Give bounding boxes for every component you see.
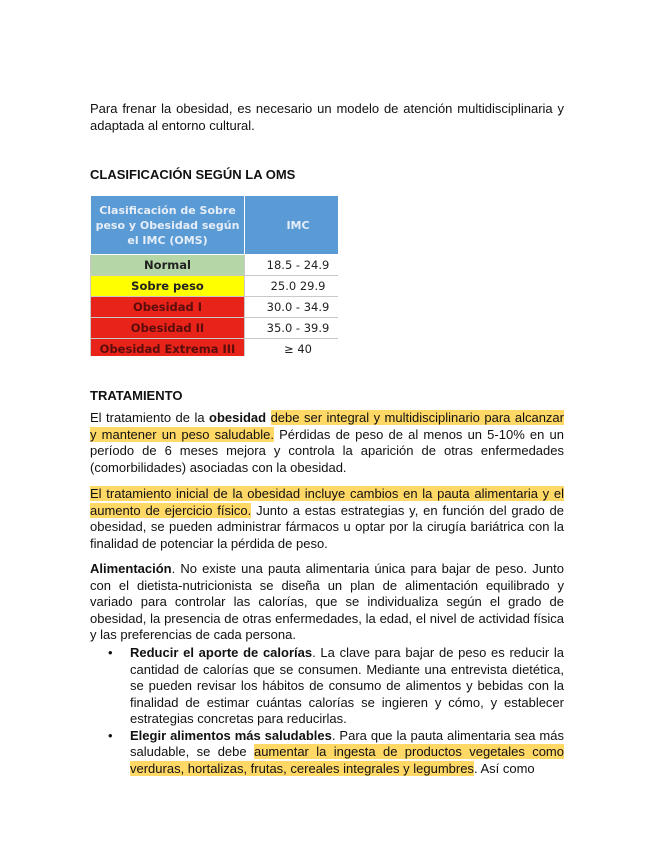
classification-heading: CLASIFICACIÓN SEGÚN LA OMS [90, 167, 296, 182]
p3-text: . No existe una pauta alimentaria única para bajar de peso. Junto con el dietista-nutricionista se diseña un plan de alimentación equilibrado y variado para controlar las calorías, que se individualiza según el grado de obesidad, la presencia de otras enfermedades, la edad, el nivel de actividad física y las preferencias de cada persona. [90, 561, 564, 642]
nutrition-paragraph [90, 561, 564, 644]
row-imc: 18.5 - 24.9 [245, 255, 339, 276]
row-classification: Obesidad Extrema III [91, 339, 245, 357]
table-row [91, 276, 339, 297]
bullet-1-text: . La clave para bajar de peso es reducir la cantidad de calorías que se consumen. Mediante una entrevista dietética, se pueden revisar los hábitos de consumo de alimentos y bebidas con la finalidad de estimar cuántas calorías se ingieren y cómo, y establecer estrategias concretas para reducirlas. [130, 645, 565, 726]
bullet-2-highlight: aumentar la ingesta de productos vegetales como verduras, hortalizas, frutas, cereales integrales y legumbres [130, 744, 564, 776]
bullet-1-bold: Reducir el aporte de calorías [130, 645, 313, 660]
p1-text-a: El tratamiento de la [90, 410, 210, 425]
bullet-icon: • [108, 645, 113, 660]
row-classification: Sobre peso [91, 276, 245, 297]
treatment-paragraph-2 [90, 486, 564, 552]
table-row [91, 318, 339, 339]
row-classification: Obesidad II [91, 318, 245, 339]
row-imc: 25.0 29.9 [245, 276, 339, 297]
oms-classification-table [90, 195, 338, 356]
bullet-2-text-post: . Así como [473, 760, 535, 776]
row-imc: ≥ 40 [245, 339, 339, 357]
table-header-classification: Clasificación de Sobre peso y Obesidad según el IMC (OMS) [91, 196, 245, 255]
row-classification: Normal [91, 255, 245, 276]
bullet-icon: • [108, 727, 113, 743]
p1-highlight: debe ser integral y multidisciplinario para alcanzar y mantener un peso saludable. [90, 410, 564, 442]
list-item [108, 728, 564, 778]
recommendation-list [108, 645, 564, 777]
table-row [91, 255, 339, 276]
table-row [91, 339, 339, 357]
bullet-2-text-pre: . Para que la pauta alimentaria sea más saludable, se debe [130, 727, 564, 759]
oms-table-container [88, 193, 338, 356]
table-header-imc: IMC [245, 196, 339, 255]
row-classification: Obesidad I [91, 297, 245, 318]
table-row [91, 297, 339, 318]
bullet-2-bold: Elegir alimentos más saludables [130, 727, 332, 743]
row-imc: 30.0 - 34.9 [245, 297, 339, 318]
list-item [108, 645, 564, 728]
intro-paragraph: Para frenar la obesidad, es necesario un modelo de atención multidisciplinaria y adaptada al entorno cultural. [90, 101, 564, 133]
p1-bold-obesidad: obesidad [209, 410, 267, 425]
p2-text: Junto a estas estrategias y, en función del grado de obesidad, se pueden administrar fármacos u optar por la cirugía bariátrica con la finalidad de potenciar la pérdida de peso. [90, 502, 564, 551]
treatment-heading: TRATAMIENTO [90, 388, 183, 403]
p2-highlight: El tratamiento inicial de la obesidad incluye cambios en la pauta alimentaria y el aumento de ejercicio físico. [90, 486, 564, 518]
p1-text-d: Pérdidas de peso de al menos un 5-10% en un período de 6 meses mejora y controla la aparición de otras enfermedades (comorbilidades) asociadas con la obesidad. [90, 426, 564, 475]
p3-bold-alimentacion: Alimentación [90, 561, 172, 576]
treatment-paragraph-1 [90, 410, 564, 476]
row-imc: 35.0 - 39.9 [245, 318, 339, 339]
